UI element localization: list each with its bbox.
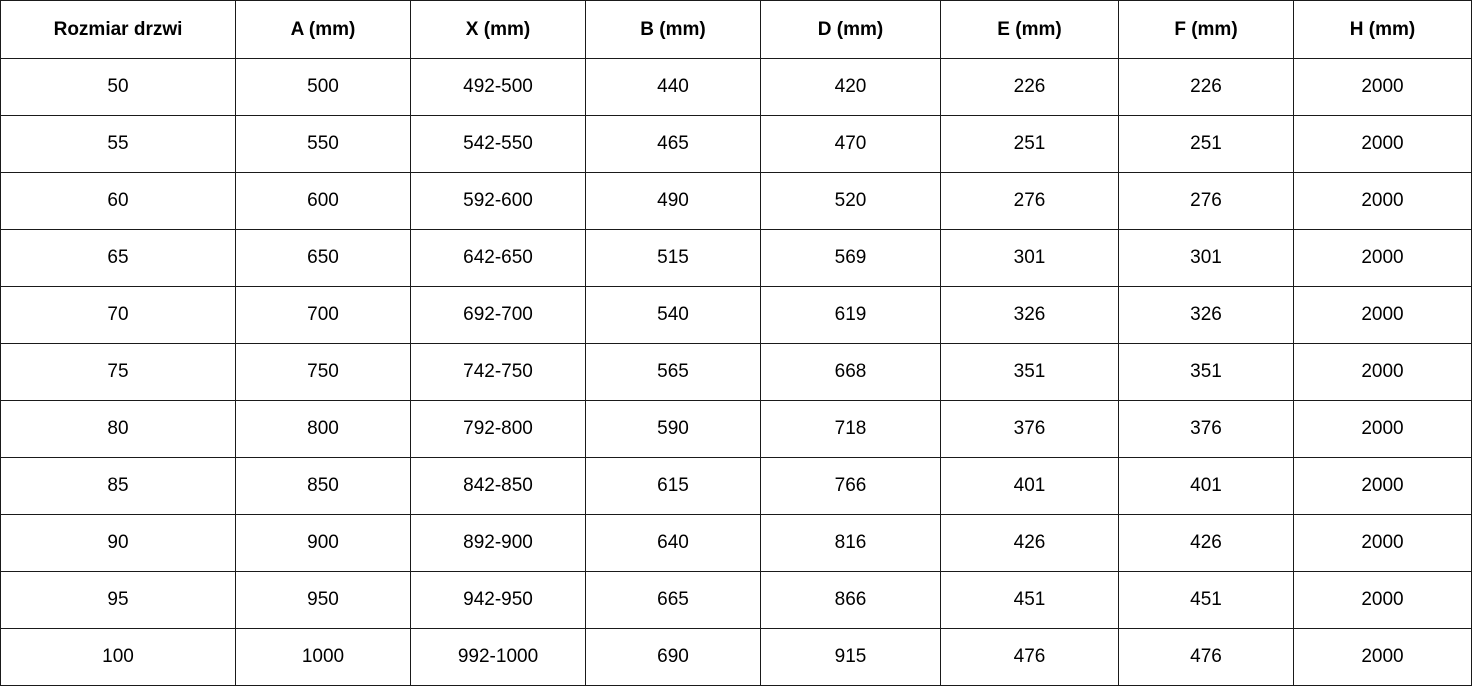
column-header-d: D (mm) (761, 1, 941, 59)
cell-e: 426 (941, 515, 1119, 572)
cell-x: 692-700 (411, 287, 586, 344)
cell-b: 515 (586, 230, 761, 287)
cell-b: 490 (586, 173, 761, 230)
cell-door-size: 65 (1, 230, 236, 287)
cell-f: 426 (1119, 515, 1294, 572)
table-body (1, 59, 1472, 686)
column-header-x: X (mm) (411, 1, 586, 59)
cell-a: 800 (236, 401, 411, 458)
cell-b: 640 (586, 515, 761, 572)
cell-e: 401 (941, 458, 1119, 515)
cell-x: 842-850 (411, 458, 586, 515)
column-header-a: A (mm) (236, 1, 411, 59)
cell-e: 251 (941, 116, 1119, 173)
cell-h: 2000 (1294, 458, 1472, 515)
cell-a: 950 (236, 572, 411, 629)
cell-h: 2000 (1294, 344, 1472, 401)
cell-f: 351 (1119, 344, 1294, 401)
cell-d: 766 (761, 458, 941, 515)
cell-door-size: 75 (1, 344, 236, 401)
cell-d: 470 (761, 116, 941, 173)
cell-d: 915 (761, 629, 941, 686)
cell-f: 476 (1119, 629, 1294, 686)
table-row (1, 287, 1472, 344)
cell-d: 866 (761, 572, 941, 629)
cell-f: 451 (1119, 572, 1294, 629)
column-header-f: F (mm) (1119, 1, 1294, 59)
cell-h: 2000 (1294, 59, 1472, 116)
cell-b: 440 (586, 59, 761, 116)
cell-f: 226 (1119, 59, 1294, 116)
cell-e: 351 (941, 344, 1119, 401)
cell-door-size: 55 (1, 116, 236, 173)
cell-a: 1000 (236, 629, 411, 686)
cell-x: 792-800 (411, 401, 586, 458)
cell-door-size: 95 (1, 572, 236, 629)
cell-d: 619 (761, 287, 941, 344)
table-row (1, 629, 1472, 686)
cell-door-size: 85 (1, 458, 236, 515)
cell-h: 2000 (1294, 116, 1472, 173)
cell-f: 401 (1119, 458, 1294, 515)
cell-d: 520 (761, 173, 941, 230)
cell-d: 668 (761, 344, 941, 401)
cell-x: 542-550 (411, 116, 586, 173)
cell-f: 251 (1119, 116, 1294, 173)
cell-b: 690 (586, 629, 761, 686)
cell-x: 492-500 (411, 59, 586, 116)
cell-door-size: 50 (1, 59, 236, 116)
cell-h: 2000 (1294, 173, 1472, 230)
cell-e: 301 (941, 230, 1119, 287)
table-row (1, 572, 1472, 629)
cell-e: 376 (941, 401, 1119, 458)
cell-h: 2000 (1294, 572, 1472, 629)
table-row (1, 515, 1472, 572)
cell-x: 592-600 (411, 173, 586, 230)
cell-d: 816 (761, 515, 941, 572)
cell-e: 276 (941, 173, 1119, 230)
cell-e: 451 (941, 572, 1119, 629)
cell-h: 2000 (1294, 230, 1472, 287)
cell-a: 650 (236, 230, 411, 287)
cell-x: 892-900 (411, 515, 586, 572)
cell-x: 742-750 (411, 344, 586, 401)
column-header-b: B (mm) (586, 1, 761, 59)
cell-a: 500 (236, 59, 411, 116)
cell-a: 600 (236, 173, 411, 230)
cell-f: 301 (1119, 230, 1294, 287)
cell-h: 2000 (1294, 629, 1472, 686)
table-row (1, 173, 1472, 230)
cell-d: 420 (761, 59, 941, 116)
cell-f: 276 (1119, 173, 1294, 230)
cell-b: 465 (586, 116, 761, 173)
cell-f: 376 (1119, 401, 1294, 458)
cell-e: 226 (941, 59, 1119, 116)
cell-door-size: 100 (1, 629, 236, 686)
cell-b: 615 (586, 458, 761, 515)
cell-door-size: 90 (1, 515, 236, 572)
column-header-h: H (mm) (1294, 1, 1472, 59)
cell-x: 642-650 (411, 230, 586, 287)
cell-e: 326 (941, 287, 1119, 344)
cell-door-size: 70 (1, 287, 236, 344)
cell-a: 850 (236, 458, 411, 515)
cell-x: 992-1000 (411, 629, 586, 686)
table-row (1, 344, 1472, 401)
cell-door-size: 80 (1, 401, 236, 458)
cell-b: 590 (586, 401, 761, 458)
cell-d: 569 (761, 230, 941, 287)
cell-x: 942-950 (411, 572, 586, 629)
table-row (1, 116, 1472, 173)
table-header (1, 1, 1472, 59)
table-row (1, 458, 1472, 515)
cell-a: 750 (236, 344, 411, 401)
cell-door-size: 60 (1, 173, 236, 230)
column-header-door-size: Rozmiar drzwi (1, 1, 236, 59)
cell-b: 540 (586, 287, 761, 344)
cell-d: 718 (761, 401, 941, 458)
table-row (1, 401, 1472, 458)
column-header-e: E (mm) (941, 1, 1119, 59)
table-header-row (1, 1, 1472, 59)
cell-h: 2000 (1294, 401, 1472, 458)
cell-a: 900 (236, 515, 411, 572)
cell-e: 476 (941, 629, 1119, 686)
cell-f: 326 (1119, 287, 1294, 344)
cell-h: 2000 (1294, 287, 1472, 344)
cell-b: 665 (586, 572, 761, 629)
cell-b: 565 (586, 344, 761, 401)
table-row (1, 59, 1472, 116)
cell-a: 550 (236, 116, 411, 173)
cell-a: 700 (236, 287, 411, 344)
table-row (1, 230, 1472, 287)
cell-h: 2000 (1294, 515, 1472, 572)
